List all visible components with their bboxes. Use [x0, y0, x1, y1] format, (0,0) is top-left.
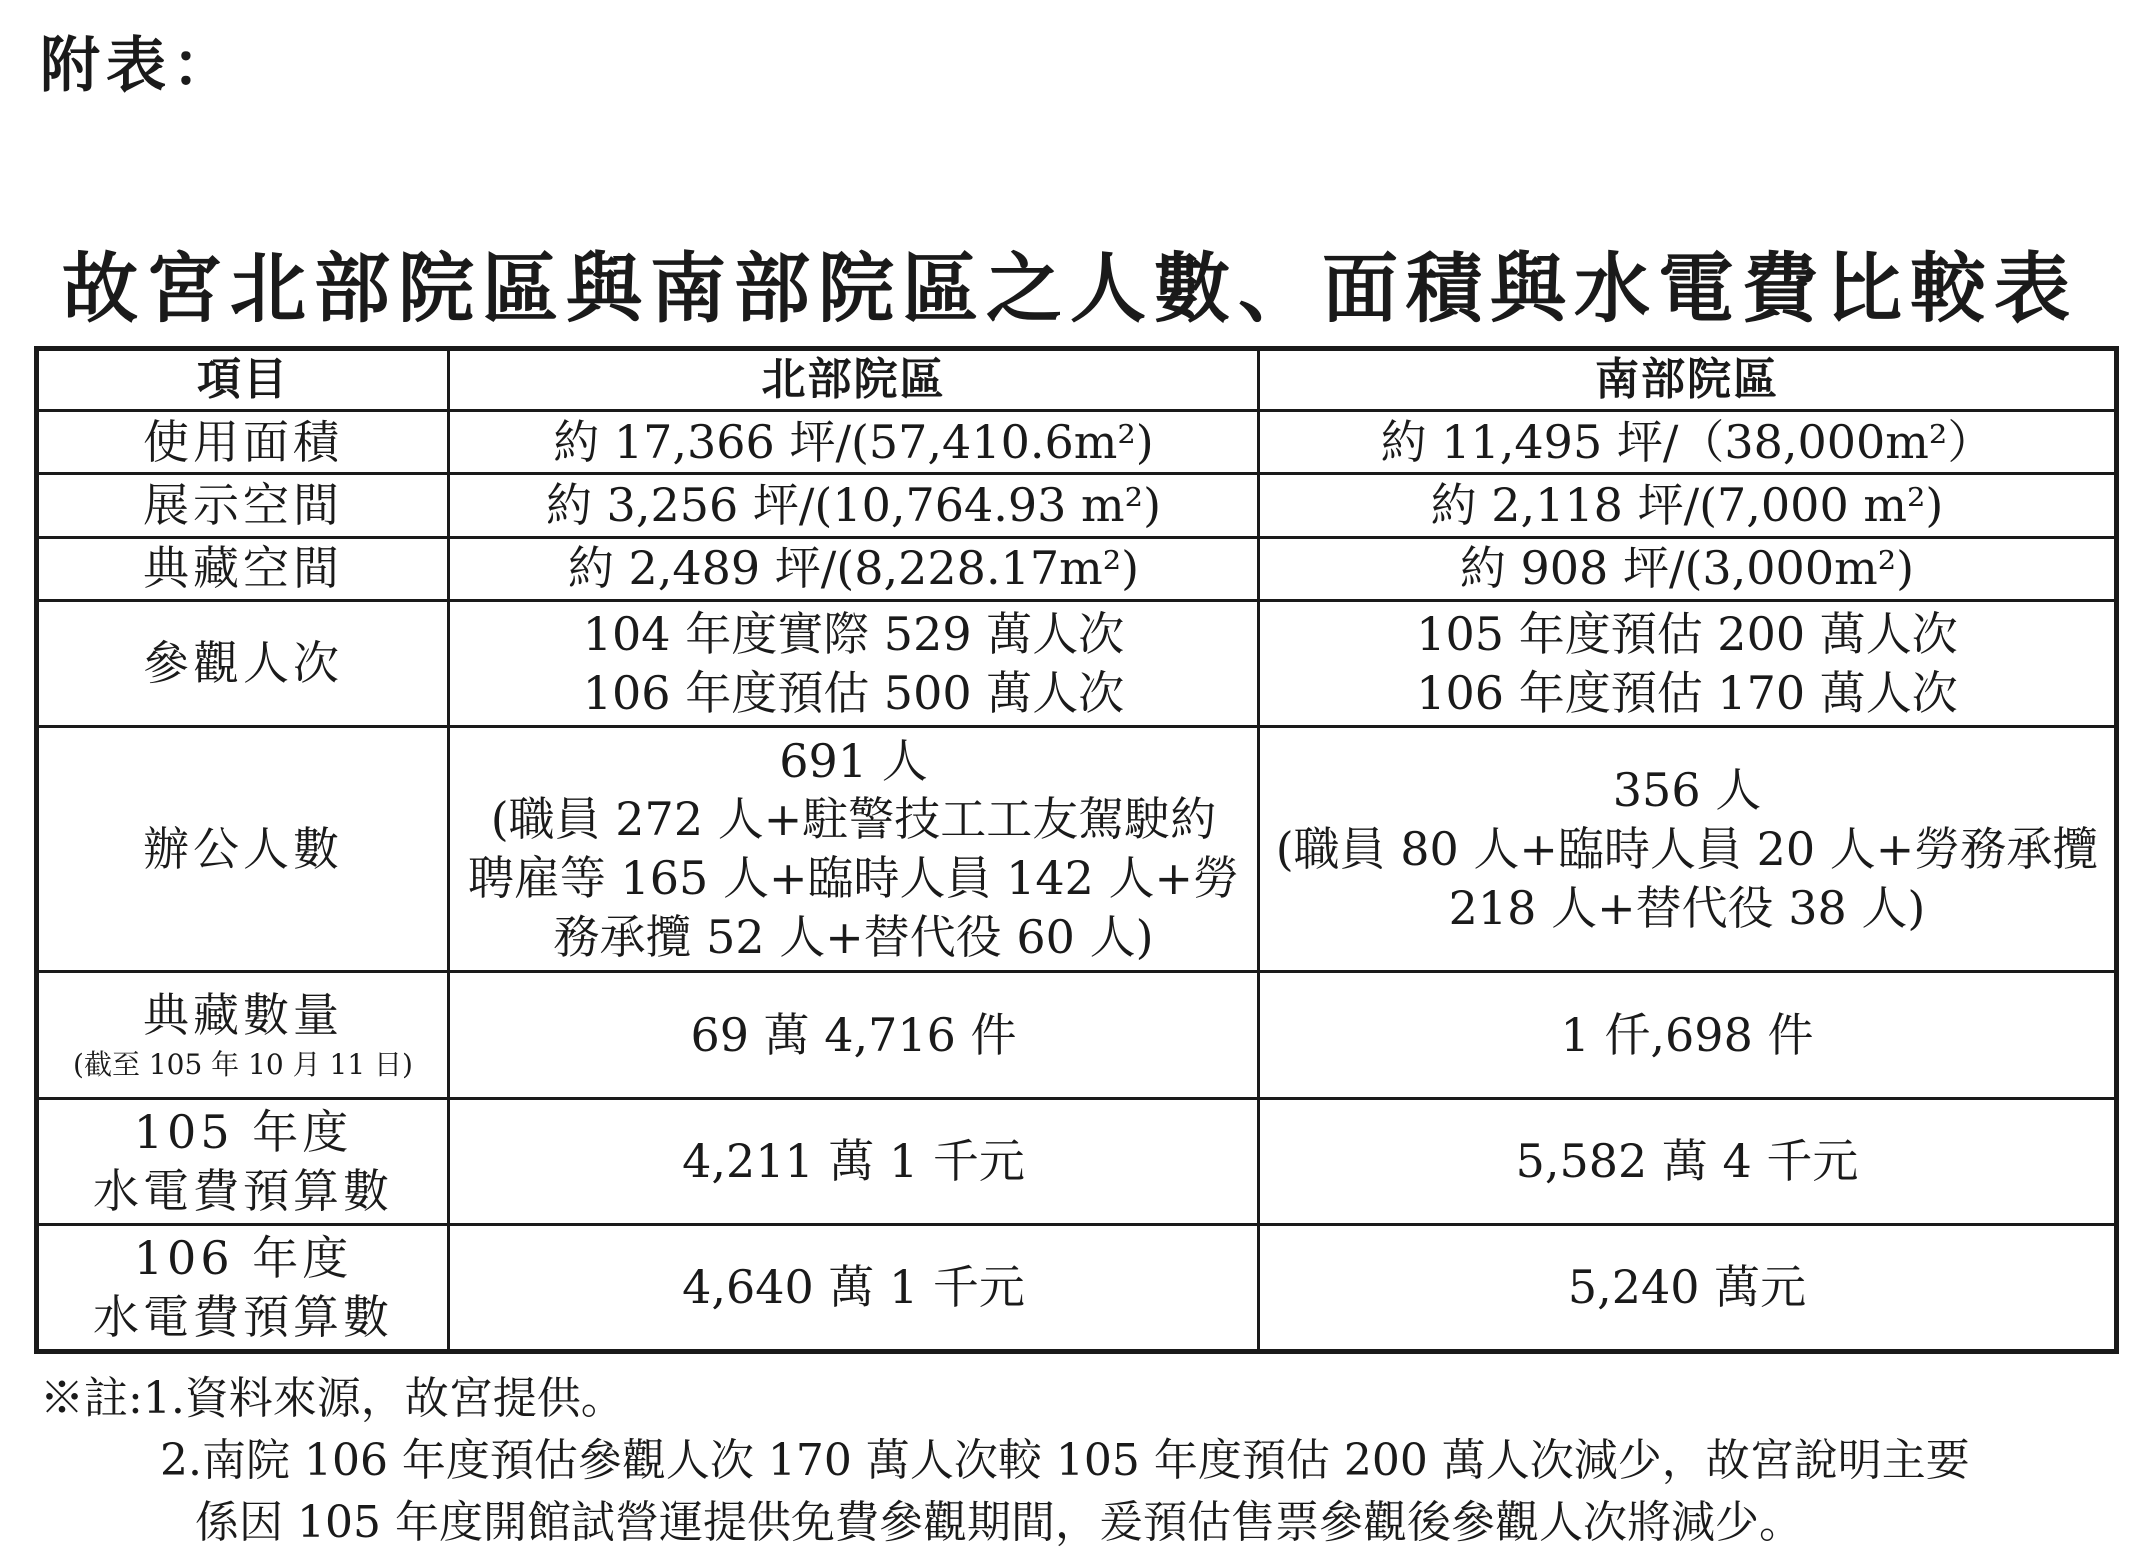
row-label — [37, 1098, 449, 1225]
footnote-2: 2.南院 106 年度預估參觀人次 170 萬人次較 105 年度預估 200 萬人次減少，故宮說明主要 — [160, 1435, 1970, 1486]
cell-line: 691 人 — [779, 733, 928, 788]
north-cell: 約 17,366 坪/(57,410.6m²) — [449, 411, 1259, 474]
table-row — [37, 727, 2117, 972]
table-row — [37, 600, 2117, 727]
cell-line: 218 人+替代役 38 人) — [1448, 880, 1926, 935]
table-row — [37, 1225, 2117, 1352]
south-cell: 1 仟,698 件 — [1259, 972, 2117, 1099]
row-label: 參觀人次 — [37, 600, 449, 727]
table-row — [37, 411, 2117, 474]
south-cell: 5,240 萬元 — [1259, 1225, 2117, 1352]
row-label — [37, 1225, 449, 1352]
row-label-main: 105 年度 — [133, 1104, 353, 1159]
north-cell: 約 3,256 坪/(10,764.93 m²) — [449, 474, 1259, 537]
row-label-note: (截至 105 年 10 月 11 日) — [73, 1047, 413, 1081]
table-row — [37, 474, 2117, 537]
comparison-table — [34, 346, 2119, 1354]
row-label: 典藏空間 — [37, 537, 449, 600]
row-label-main: 典藏數量 — [143, 988, 343, 1043]
south-cell: 5,582 萬 4 千元 — [1259, 1098, 2117, 1225]
table-row — [37, 972, 2117, 1099]
north-cell: 約 2,489 坪/(8,228.17m²) — [449, 537, 1259, 600]
north-cell — [449, 727, 1259, 972]
cell-line: 106 年度預估 500 萬人次 — [582, 665, 1125, 720]
cell-line: 104 年度實際 529 萬人次 — [582, 606, 1125, 661]
south-cell: 約 11,495 坪/（38,000m²） — [1259, 411, 2117, 474]
row-label: 辦公人數 — [37, 727, 449, 972]
row-label-line2: 水電費預算數 — [93, 1163, 393, 1218]
cell-line: 356 人 — [1612, 763, 1762, 817]
attachment-label: 附表： — [40, 31, 238, 101]
cell-line: (職員 80 人+臨時人員 20 人+勞務承攬 — [1275, 821, 2099, 876]
north-cell — [449, 600, 1259, 727]
cell-line: 106 年度預估 170 萬人次 — [1416, 665, 1958, 720]
north-cell: 69 萬 4,716 件 — [449, 972, 1259, 1099]
north-cell: 4,640 萬 1 千元 — [449, 1225, 1259, 1352]
north-cell: 4,211 萬 1 千元 — [449, 1098, 1259, 1225]
footnote-2-continued: 係因 105 年度開館試營運提供免費參觀期間，爰預估售票參觀後參觀人次將減少。 — [195, 1497, 1803, 1548]
row-label — [37, 972, 449, 1099]
table-row — [37, 537, 2117, 600]
header-south: 南部院區 — [1259, 349, 2117, 411]
header-item: 項目 — [37, 349, 449, 411]
footnotes — [40, 1368, 1970, 1554]
header-north: 北部院區 — [449, 349, 1259, 411]
south-cell — [1259, 600, 2117, 727]
row-label: 使用面積 — [37, 411, 449, 474]
cell-line: 務承攬 52 人+替代役 60 人) — [553, 910, 1154, 965]
cell-line: 105 年度預估 200 萬人次 — [1416, 606, 1958, 661]
south-cell — [1259, 727, 2117, 972]
footnote-1: ※註:1.資料來源，故宮提供。 — [40, 1373, 625, 1424]
table-header-row — [37, 349, 2117, 411]
row-label-line2: 水電費預算數 — [93, 1289, 393, 1344]
south-cell: 約 2,118 坪/(7,000 m²) — [1259, 474, 2117, 537]
cell-line: 聘雇等 165 人+臨時人員 142 人+勞 — [467, 851, 1240, 906]
south-cell: 約 908 坪/(3,000m²) — [1259, 537, 2117, 600]
cell-line: (職員 272 人+駐警技工工友駕駛約 — [490, 792, 1217, 847]
row-label: 展示空間 — [37, 474, 449, 537]
table-row — [37, 1098, 2117, 1225]
document-title: 故宮北部院區與南部院區之人數、面積與水電費比較表 — [62, 244, 2078, 333]
row-label-main: 106 年度 — [133, 1230, 353, 1285]
